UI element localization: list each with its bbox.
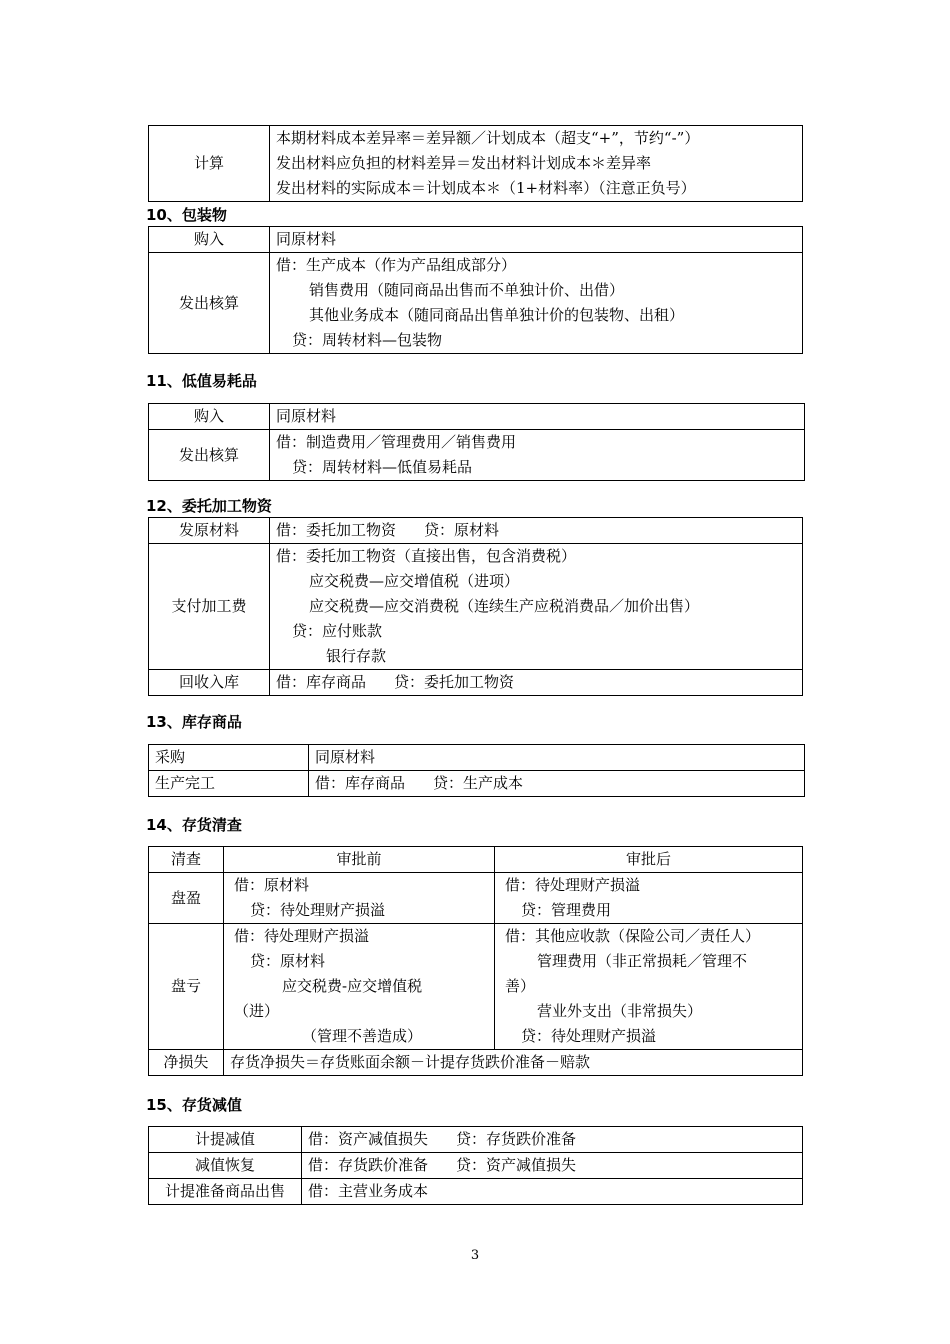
entry-line: 贷：待处理财产损溢 [521,1027,657,1045]
entry-line: 善） [505,977,536,995]
entry-line: 借：委托加工物资（直接出售，包含消费税） [276,547,577,565]
entry-line: 借：其他应收款（保险公司／责任人） [505,927,761,945]
journal-entry [224,924,495,1050]
entry-line: 应交税费—应交增值税（进项） [309,572,520,590]
calc-table [148,125,803,202]
section-heading-14: 14、存货清查 [146,816,242,834]
section-heading-13: 13、库存商品 [146,713,242,731]
journal-entry [270,670,803,696]
journal-entry [302,1153,803,1179]
row-label: 盘盈 [149,873,224,924]
entry-line: 贷：周转材料—包装物 [292,331,443,349]
journal-entry [224,873,495,924]
entry-line: 应交税费-应交增值税 [282,977,423,995]
entry-line: 营业外支出（非常损失） [537,1002,703,1020]
entry-line: 贷：原材料 [250,952,326,970]
row-label: 回收入库 [149,670,270,696]
column-header: 清查 [149,847,224,873]
row-label: 计提减值 [149,1127,302,1153]
debit-text: 借：资产减值损失 [308,1130,429,1148]
column-header: 审批前 [224,847,495,873]
journal-entry [270,544,803,670]
row-label: 盘亏 [149,924,224,1050]
row-label: 发出核算 [149,253,270,354]
credit-text: 贷：生产成本 [433,774,524,792]
credit-text: 贷：资产减值损失 [456,1156,577,1174]
row-label: 减值恢复 [149,1153,302,1179]
entry-line: 借：生产成本（作为产品组成部分） [276,256,517,274]
calc-formulas [270,126,803,202]
entry-line: （进） [234,1002,280,1020]
entry-line: 贷：周转材料—低值易耗品 [292,458,473,476]
formula-line: 发出材料应负担的材料差异＝发出材料计划成本＊差异率 [276,154,652,172]
formula-line: 发出材料的实际成本＝计划成本＊（1+材料率）（注意正负号） [276,179,696,197]
row-value: 同原材料 [270,227,803,253]
entry-line: 贷：管理费用 [521,901,612,919]
entry-line: 其他业务成本（随同商品出售单独计价的包装物、出租） [309,306,685,324]
row-label: 购入 [149,404,270,430]
debit-text: 借：库存商品 [315,774,406,792]
section-heading-10: 10、包装物 [146,206,227,224]
credit-text: 贷：委托加工物资 [394,673,515,691]
journal-entry [270,253,803,354]
entry-line: 应交税费—应交消费税（连续生产应税消费品／加价出售） [309,597,700,615]
row-label: 发原材料 [149,518,270,544]
entry-line: 贷：应付账款 [292,622,383,640]
debit-text: 借：库存商品 [276,673,367,691]
journal-entry [270,518,803,544]
inventory-goods-table [148,744,805,797]
section-heading-15: 15、存货减值 [146,1096,242,1114]
formula-line: 本期材料成本差异率＝差异额／计划成本（超支“+”，节约“-”） [276,129,700,147]
row-label: 生产完工 [149,771,309,797]
page-number: 3 [470,1248,480,1263]
row-label: 支付加工费 [149,544,270,670]
entry-line: 借：待处理财产损溢 [234,927,370,945]
entry-line: 借：原材料 [234,876,310,894]
entry-line: 管理费用（非正常损耗／管理不 [537,952,748,970]
calc-label: 计算 [149,126,270,202]
entry-line: 借：待处理财产损溢 [505,876,641,894]
row-label: 发出核算 [149,430,270,481]
journal-entry [309,771,805,797]
row-label: 计提准备商品出售 [149,1179,302,1205]
row-value: 同原材料 [309,745,805,771]
low-value-table [148,403,805,481]
column-header: 审批后 [495,847,803,873]
processing-table [148,517,803,696]
row-label: 采购 [149,745,309,771]
debit-text: 借：存货跌价准备 [308,1156,429,1174]
impairment-table [148,1126,803,1205]
journal-entry [270,430,805,481]
row-label: 购入 [149,227,270,253]
credit-text: 贷：存货跌价准备 [456,1130,577,1148]
debit-text: 借：委托加工物资 [276,521,397,539]
entry-line: 借：制造费用／管理费用／销售费用 [276,433,517,451]
journal-entry [495,873,803,924]
journal-entry [495,924,803,1050]
row-value: 同原材料 [270,404,805,430]
stocktake-table [148,846,803,1076]
section-heading-12: 12、委托加工物资 [146,497,272,515]
entry-line: 贷：待处理财产损溢 [250,901,386,919]
entry-line: 销售费用（随同商品出售而不单独计价、出借） [309,281,625,299]
section-heading-11: 11、低值易耗品 [146,372,257,390]
journal-entry [302,1127,803,1153]
row-value: 借：主营业务成本 [302,1179,803,1205]
row-label: 净损失 [149,1050,224,1076]
entry-line: 银行存款 [326,647,387,665]
credit-text: 贷：原材料 [424,521,500,539]
row-value: 存货净损失＝存货账面余额－计提存货跌价准备－赔款 [224,1050,803,1076]
entry-line: （管理不善造成） [302,1027,423,1045]
packaging-table [148,226,803,354]
